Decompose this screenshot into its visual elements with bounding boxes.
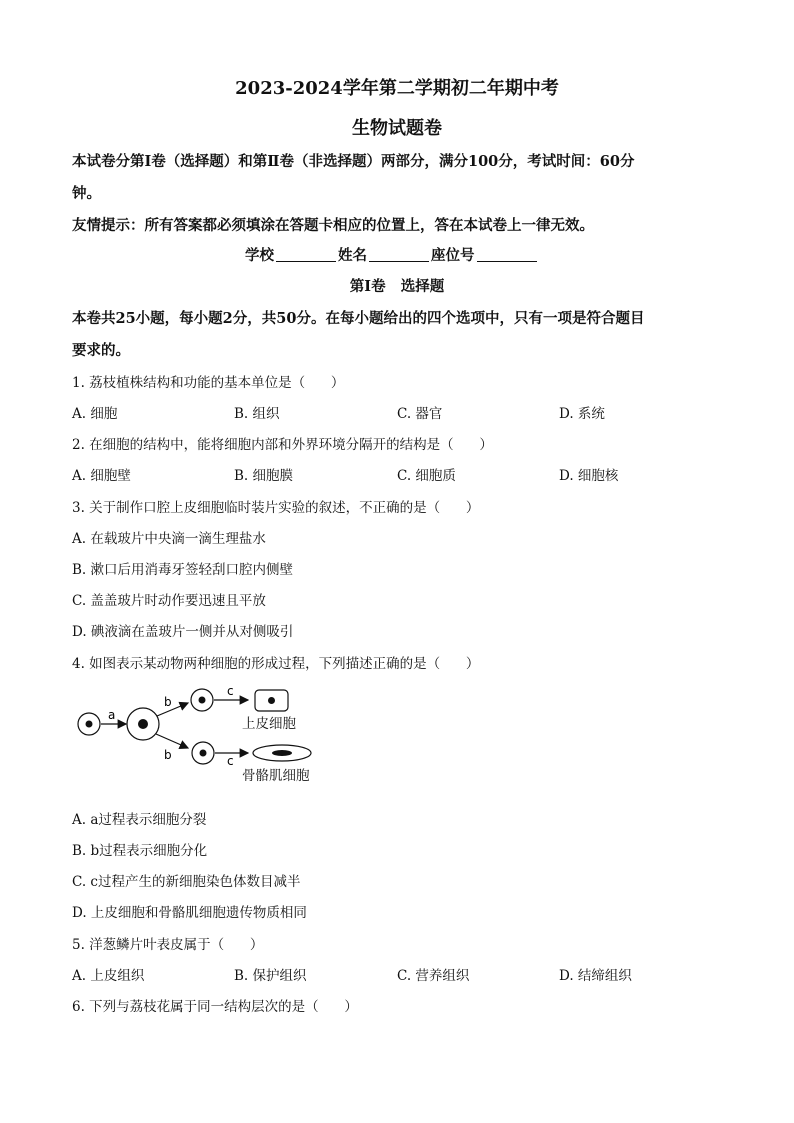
origin-cell xyxy=(78,713,100,735)
daughter-cell-lower xyxy=(192,742,214,764)
question-4-stem: 4. 如图表示某动物两种细胞的形成过程，下列描述正确的是（ ） xyxy=(72,656,480,672)
exam-title: 2023-2024学年第二学期初二年期中考 xyxy=(235,78,559,99)
question-1-option-d: D. 系统 xyxy=(559,406,605,422)
exam-subtitle: 生物试题卷 xyxy=(352,118,442,139)
label-b-upper: b xyxy=(164,695,172,709)
section-instructions-2: 要求的。 xyxy=(72,342,130,359)
question-4-option-b: B. b过程表示细胞分化 xyxy=(72,843,208,859)
question-2-option-a: A. 细胞壁 xyxy=(72,468,131,484)
question-5-option-b: B. 保护组织 xyxy=(234,968,307,984)
intro-line-1: 本试卷分第Ⅰ卷（选择题）和第Ⅱ卷（非选择题）两部分，满分100分，考试时间：60分 xyxy=(72,153,635,170)
student-info xyxy=(245,244,539,265)
question-5-option-a: A. 上皮组织 xyxy=(72,968,145,984)
section-instructions-1: 本卷共25小题，每小题2分，共50分。在每小题给出的四个选项中，只有一项是符合题目 xyxy=(72,310,645,327)
question-3-stem: 3. 关于制作口腔上皮细胞临时装片实验的叙述，不正确的是（ ） xyxy=(72,500,480,516)
question-1-option-a: A. 细胞 xyxy=(72,406,118,422)
question-3-option-c: C. 盖盖玻片时动作要迅速且平放 xyxy=(72,593,266,609)
skeletal-muscle-cell xyxy=(253,745,311,761)
question-5-stem: 5. 洋葱鳞片叶表皮属于（ ） xyxy=(72,937,264,953)
epithelial-cell xyxy=(255,690,288,711)
arrow-b-lower xyxy=(156,734,188,748)
question-1-option-b: B. 组织 xyxy=(234,406,280,422)
grown-cell xyxy=(127,708,159,740)
school-label: 学校 xyxy=(245,247,274,264)
label-c-lower: c xyxy=(227,754,234,768)
question-2-option-d: D. 细胞核 xyxy=(559,468,619,484)
name-blank xyxy=(369,247,429,262)
question-6-stem: 6. 下列与荔枝花属于同一结构层次的是（ ） xyxy=(72,999,358,1015)
seat-label: 座位号 xyxy=(431,247,475,264)
question-4-option-d: D. 上皮细胞和骨骼肌细胞遗传物质相同 xyxy=(72,905,307,921)
notice: 友情提示：所有答案都必须填涂在答题卡相应的位置上，答在本试卷上一律无效。 xyxy=(72,217,594,234)
question-3-option-d: D. 碘液滴在盖玻片一侧并从对侧吸引 xyxy=(72,624,294,640)
question-3-option-a: A. 在载玻片中央滴一滴生理盐水 xyxy=(72,531,266,547)
section-title: 第Ⅰ卷 选择题 xyxy=(349,278,445,295)
label-c-upper: c xyxy=(227,684,234,698)
question-5-option-d: D. 结缔组织 xyxy=(559,968,632,984)
label-a: a xyxy=(108,708,116,722)
label-epithelial-cell: 上皮细胞 xyxy=(242,716,296,732)
name-label: 姓名 xyxy=(338,247,367,264)
seat-blank xyxy=(477,247,537,262)
label-b-lower: b xyxy=(164,748,172,762)
question-1-stem: 1. 荔枝植株结构和功能的基本单位是（ ） xyxy=(72,375,345,391)
question-2-option-c: C. 细胞质 xyxy=(397,468,456,484)
question-3-option-b: B. 漱口后用消毒牙签轻刮口腔内侧壁 xyxy=(72,562,294,578)
question-2-stem: 2. 在细胞的结构中，能将细胞内部和外界环境分隔开的结构是（ ） xyxy=(72,437,493,453)
question-2-option-b: B. 细胞膜 xyxy=(234,468,294,484)
question-1-option-c: C. 器官 xyxy=(397,406,443,422)
school-blank xyxy=(276,247,336,262)
question-5-option-c: C. 营养组织 xyxy=(397,968,470,984)
arrow-b-upper xyxy=(157,703,188,716)
label-skeletal-muscle-cell: 骨骼肌细胞 xyxy=(242,768,310,784)
question-4-option-a: A. a过程表示细胞分裂 xyxy=(72,812,207,828)
question-4-option-c: C. c过程产生的新细胞染色体数目减半 xyxy=(72,874,301,890)
daughter-cell-upper xyxy=(191,689,213,711)
intro-line-2: 钟。 xyxy=(72,185,101,202)
